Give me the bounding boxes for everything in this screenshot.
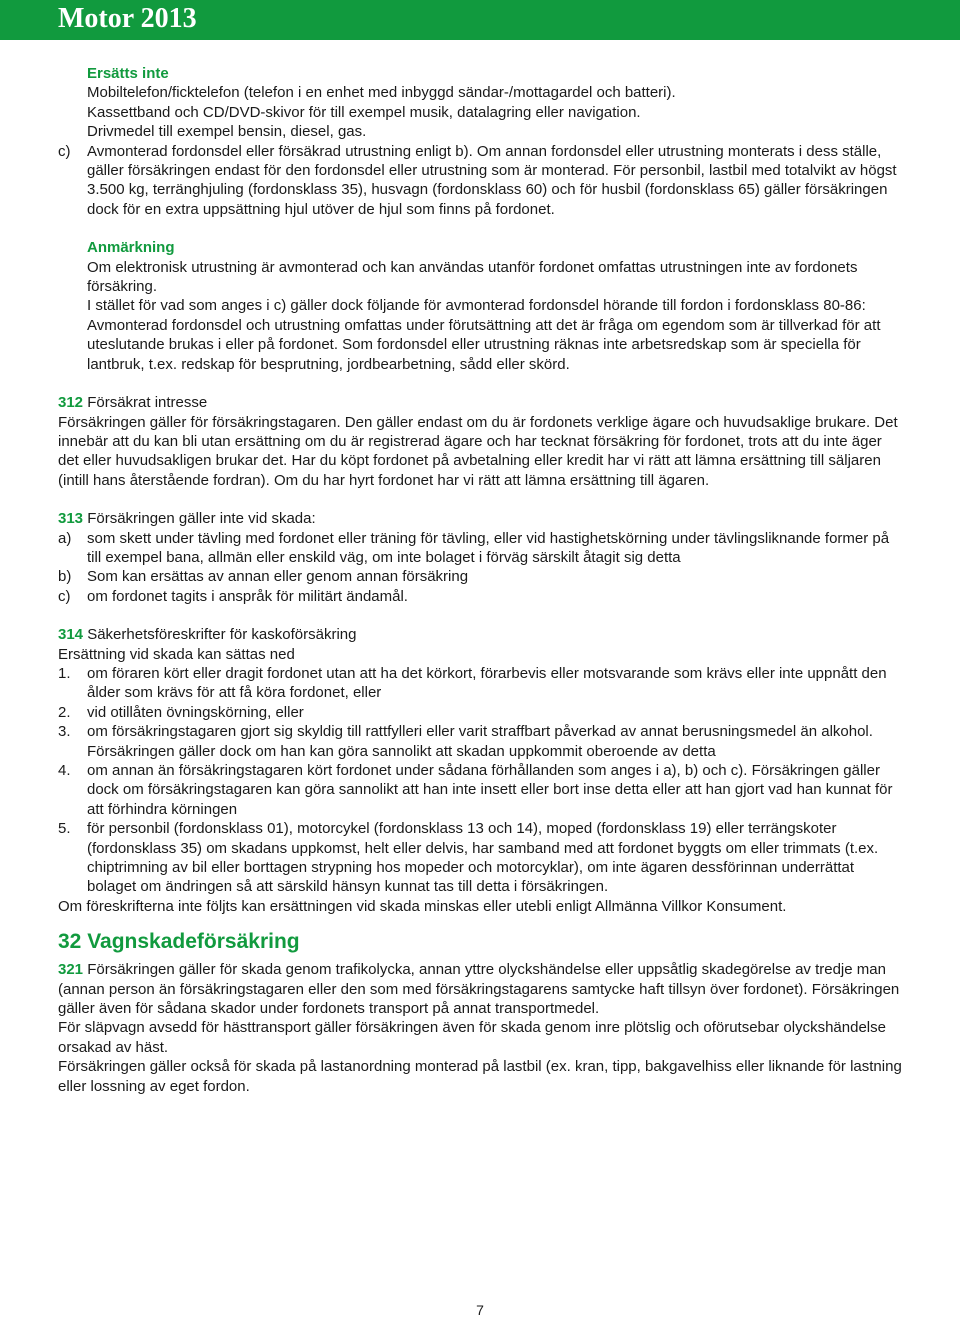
list-item <box>58 819 902 897</box>
item-marker: a) <box>58 529 72 547</box>
excluded-item-c <box>58 142 902 220</box>
item-text: om försäkringstagaren gjort sig skyldig till rattfylleri eller varit straffbart påverkad av annat berusningsmedel än alkohol. Försäkringen gäller dock om han kan göra sannolikt att skadan uppkommit oberoende av detta <box>87 723 873 760</box>
item-marker: c) <box>58 587 71 605</box>
item-marker: 4. <box>58 762 71 779</box>
section-paragraph <box>58 960 902 1018</box>
list-item <box>58 529 902 568</box>
section-312 <box>58 393 902 490</box>
header-bar <box>0 0 960 40</box>
item-marker: 3. <box>58 723 71 741</box>
item-text: vid otillåten övningskörning, eller <box>87 703 304 721</box>
item-text: som skett under tävling med fordonet eller träning för tävling, eller vid hastighetskörning under tävlingsliknande former på till exempel bana, allmän eller enskild väg, om inte bolaget i förväg särskilt åtagit sig detta <box>87 529 890 566</box>
list-item <box>58 567 902 586</box>
excluded-line: Mobiltelefon/ficktelefon (telefon i en enhet med inbyggd sändar-/mottagardel och batteri). <box>87 84 676 102</box>
page-content <box>58 64 902 1096</box>
excluded-line: Drivmedel till exempel bensin, diesel, gas. <box>87 123 367 141</box>
section-title: Försäkrat intresse <box>83 394 208 412</box>
chapter-heading: 32 Vagnskadeförsäkring <box>58 930 300 954</box>
section-321 <box>58 960 902 1096</box>
item-marker: c) <box>58 142 71 160</box>
section-number: 313 <box>58 510 84 528</box>
item-marker: 1. <box>58 664 71 682</box>
list-item <box>58 722 902 761</box>
item-marker: 5. <box>58 820 71 838</box>
remark-heading: Anmärkning <box>87 239 175 257</box>
item-text: om fordonet tagits i anspråk för militärt ändamål. <box>87 587 408 605</box>
remark-block <box>58 238 902 374</box>
remark-paragraph: Om elektronisk utrustning är avmonterad och kan användas utanför fordonet omfattas utrustningen inte av fordonets försäkring. <box>87 258 858 296</box>
section-number: 312 <box>58 394 84 412</box>
item-text: om annan än försäkringstagaren kört fordonet under sådana förhållanden som anges i a), b) och c). Försäkringen gäller dock om försäkringstagaren kan göra sannolikt att han inte insett eller bort inse detta eller att han gjort vad han kunnat för att förhindra körningen <box>87 762 893 818</box>
remark-paragraph: I stället för vad som anges i c) gäller dock följande för avmonterad fordonsdel hörande till fordon i fordonsklass 80-86: Avmonterad fordonsdel och utrustning omfattas under förutsättning att det är fråga om egendom som är tillverkad för att uteslutande brukas i eller på fordonet. Som fordonsdel eller utrustning räknas inte arbetsredskap som är speciella för lantbruk, t.ex. redskap för besprutning, jordbearbetning, sådd eller skörd. <box>87 297 881 373</box>
section-text: Försäkringen gäller för skada genom trafikolycka, annan yttre olyckshändelse eller uppsåtlig skadegörelse av tredje man (annan person än försäkringstagaren eller den som med försäkringstagarens samtycke haft tillsyn över fordonet). Försäkringen gäller även för sådana skador under fordonets transport på annat transportmedel. <box>58 961 900 1018</box>
excluded-heading: Ersätts inte <box>87 65 169 82</box>
section-paragraph: För släpvagn avsedd för hästtransport gäller försäkringen även för skada genom inre plötslig och oförutsebar olyckshändelse orsakad av häst. <box>58 1019 886 1056</box>
section-intro: Ersättning vid skada kan sättas ned <box>58 645 295 663</box>
section-title: Försäkringen gäller inte vid skada: <box>83 510 316 528</box>
item-marker: b) <box>58 568 72 586</box>
list-item <box>58 761 902 819</box>
item-text: om föraren kört eller dragit fordonet utan att ha det körkort, förarbevis eller motsvarande som krävs eller inte uppnått den ålder som krävs för att få köra fordonet, eller <box>87 664 887 702</box>
section-title: Säkerhetsföreskrifter för kaskoförsäkring <box>83 626 357 644</box>
section-heading <box>58 393 902 412</box>
excluded-items-block <box>58 64 902 142</box>
item-text: för personbil (fordonsklass 01), motorcykel (fordonsklass 13 och 14), moped (fordonsklass 19) eller terrängskoter (fordonsklass 35) om skadans uppkomst, helt eller delvis, har samband med att fordonet byggts om eller trimmats (t.ex. chiptrimning av bil eller borttagen strypning hos mopeder och motorcyklar), om inte ägaren dessförinnan underrättat bolaget om ändringen så att särskild hänsyn kunnat tas till detta i försäkringen. <box>87 820 879 896</box>
list-item <box>58 587 902 606</box>
document-title: Motor 2013 <box>58 3 197 34</box>
item-text: Avmonterad fordonsdel eller försäkrad utrustning enligt b). Om annan fordonsdel eller utrustning monterats i dess ställe, gäller försäkringen endast för den fordonsdel eller utrustning som är monterad. För personbil, lastbil med totalvikt av högst 3.500 kg, terränghjuling (fordonsklass 35), husvagn (fordonsklass 60) och för husbil (fordonsklass 65) gäller försäkringen dock för en extra uppsättning hjul utöver de hjul som finns på fordonet. <box>87 142 897 218</box>
list-item <box>58 703 902 722</box>
section-paragraph: Försäkringen gäller också för skada på lastanordning monterad på lastbil (ex. kran, tipp, bakgavelhiss eller liknande för lastning eller lossning av eget fordon. <box>58 1058 902 1095</box>
section-heading <box>58 625 902 644</box>
page-number: 7 <box>476 1302 484 1318</box>
section-313 <box>58 509 902 606</box>
section-314 <box>58 625 902 916</box>
excluded-line: Kassettband och CD/DVD-skivor för till exempel musik, datalagring eller navigation. <box>87 103 641 121</box>
item-text: Som kan ersättas av annan eller genom annan försäkring <box>87 568 469 586</box>
section-outro: Om föreskrifterna inte följts kan ersättningen vid skada minskas eller utebli enligt Allmänna Villkor Konsument. <box>58 897 787 915</box>
section-paragraph: Försäkringen gäller för försäkringstagaren. Den gäller endast om du är fordonets verklige ägare och huvudsaklige brukare. Det innebär att du kan bli utan ersättning om du är registrerad ägare och har tecknat försäkring för fordonet, trots att du inte äger det eller huvudsakligen brukar det. Har du köpt fordonet på avbetalning eller kredit har vi rätt att lämna ersättning till säljaren (intill hans återstående fordran). Om du har hyrt fordonet har vi rätt att lämna ersättning till ägaren. <box>58 413 898 489</box>
section-number: 321 <box>58 961 84 979</box>
section-number: 314 <box>58 626 84 644</box>
list-item <box>58 664 902 703</box>
section-heading <box>58 509 902 528</box>
item-marker: 2. <box>58 703 71 721</box>
